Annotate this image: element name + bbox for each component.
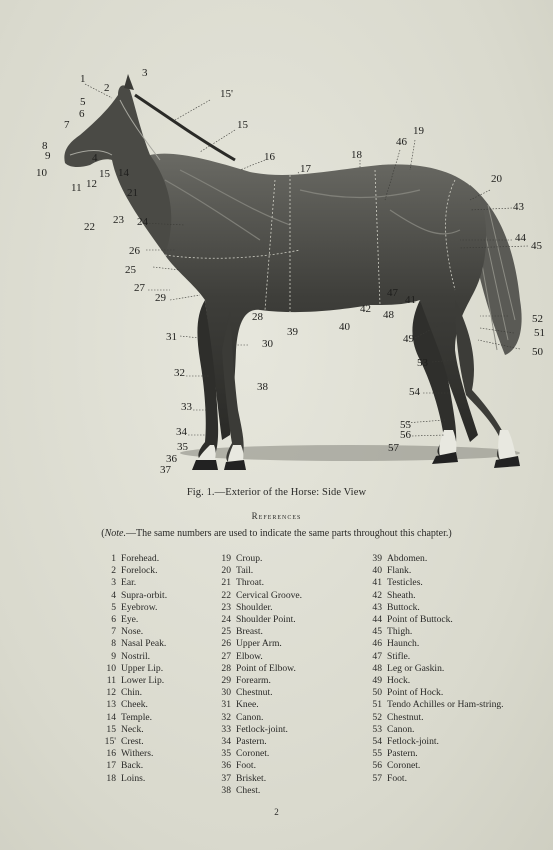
callout-number: 57 (388, 442, 399, 454)
callout-number: 20 (491, 173, 502, 185)
reference-item (98, 565, 167, 577)
reference-item (213, 724, 302, 736)
reference-item (364, 626, 504, 638)
callout-number: 41 (405, 294, 416, 306)
reference-text: Shoulder Point. (236, 614, 296, 626)
callout-number: 6 (79, 108, 85, 120)
reference-text: Sheath. (387, 589, 416, 601)
callout-number: 4 (92, 152, 98, 164)
reference-item (213, 553, 302, 565)
reference-text: Nostril. (121, 650, 151, 662)
reference-number: 9 (111, 650, 116, 662)
reference-text: Canon. (387, 723, 415, 735)
reference-text: Testicles. (387, 577, 423, 589)
reference-number: 43 (372, 601, 382, 613)
reference-text: Throat. (236, 577, 264, 589)
reference-text: Upper Lip. (121, 662, 164, 674)
reference-text: Chest. (236, 784, 261, 796)
reference-item (364, 590, 504, 602)
reference-number: 20 (221, 565, 231, 577)
reference-number: 48 (372, 662, 382, 674)
reference-number: 42 (372, 589, 382, 601)
references-column-1 (98, 553, 167, 785)
reference-item (364, 553, 504, 565)
reference-text: Coronet. (236, 748, 270, 760)
reference-number: 3 (111, 577, 116, 589)
reference-number: 18 (106, 772, 116, 784)
reference-number: 40 (372, 565, 382, 577)
callout-number: 9 (45, 150, 51, 162)
reference-text: Chestnut. (387, 711, 424, 723)
reference-number: 2 (111, 565, 116, 577)
callout-number: 44 (515, 232, 526, 244)
reference-text: Point of Buttock. (387, 614, 453, 626)
reference-item (364, 773, 504, 785)
callout-number: 56 (400, 429, 411, 441)
reference-item (98, 663, 167, 675)
reference-item (98, 614, 167, 626)
reference-text: Supra-orbit. (121, 589, 168, 601)
reference-item (98, 577, 167, 589)
reference-item (213, 590, 302, 602)
reference-item (364, 577, 504, 589)
reference-number: 34 (221, 736, 231, 748)
callout-number: 38 (257, 381, 268, 393)
reference-number: 41 (372, 577, 382, 589)
callout-number: 28 (252, 311, 263, 323)
references-column-2 (213, 553, 302, 797)
reference-text: Stifle. (387, 650, 411, 662)
reference-number: 11 (106, 675, 116, 687)
reference-text: Cervical Groove. (236, 589, 303, 601)
reference-item (364, 602, 504, 614)
reference-number: 28 (221, 662, 231, 674)
reference-item (98, 712, 167, 724)
note-label: Note. (104, 528, 126, 539)
reference-number: 10 (106, 662, 116, 674)
callout-number: 48 (383, 309, 394, 321)
callout-number: 50 (532, 346, 543, 358)
reference-text: Croup. (236, 553, 263, 564)
callout-number: 37 (160, 464, 171, 476)
reference-number: 54 (372, 736, 382, 748)
reference-number: 14 (106, 711, 116, 723)
callout-number: 11 (71, 182, 82, 194)
callout-number: 15' (220, 88, 233, 100)
reference-item (364, 748, 504, 760)
reference-number: 32 (221, 711, 231, 723)
reference-text: Point of Hock. (387, 687, 444, 699)
callout-number: 18 (351, 149, 362, 161)
callout-number: 40 (339, 321, 350, 333)
reference-item (364, 736, 504, 748)
callout-number: 29 (155, 292, 166, 304)
callout-number: 42 (360, 303, 371, 315)
reference-item (213, 663, 302, 675)
reference-number: 23 (221, 601, 231, 613)
callout-number: 14 (118, 167, 129, 179)
reference-text: Foot. (387, 772, 407, 784)
reference-text: Upper Arm. (236, 638, 282, 650)
callout-number: 53 (417, 357, 428, 369)
reference-number: 25 (221, 626, 231, 638)
reference-text: Leg or Gaskin. (387, 662, 445, 674)
callout-number: 22 (84, 221, 95, 233)
reference-item (213, 638, 302, 650)
reference-text: Elbow. (236, 650, 263, 662)
reference-item (98, 736, 167, 748)
reference-text: Canon. (236, 711, 264, 723)
reference-item (98, 773, 167, 785)
reference-text: Brisket. (236, 772, 267, 784)
reference-item (213, 675, 302, 687)
reference-item (364, 760, 504, 772)
callout-number: 45 (531, 240, 542, 252)
reference-item (98, 638, 167, 650)
reference-number: 55 (372, 748, 382, 760)
callout-number: 33 (181, 401, 192, 413)
callout-number: 43 (513, 201, 524, 213)
callout-number: 21 (127, 187, 138, 199)
callout-number: 19 (413, 125, 424, 137)
callout-number: 39 (287, 326, 298, 338)
callout-number: 7 (64, 119, 70, 131)
reference-text: Neck. (121, 723, 144, 735)
reference-number: 29 (221, 675, 231, 687)
reference-item (364, 651, 504, 663)
reference-item (213, 651, 302, 663)
reference-item (364, 614, 504, 626)
reference-number: 27 (221, 650, 231, 662)
reference-number: 5 (111, 601, 116, 613)
reference-text: Abdomen. (387, 553, 428, 564)
reference-number: 46 (372, 638, 382, 650)
reference-text: Flank. (387, 565, 412, 577)
reference-item (98, 675, 167, 687)
callout-number: 17 (300, 163, 311, 175)
reference-text: Tendo Achilles or Ham-string. (387, 699, 504, 711)
reference-text: Hock. (387, 675, 411, 687)
callout-number: 15 (237, 119, 248, 131)
reference-text: Eyebrow. (121, 601, 158, 613)
reference-number: 33 (221, 723, 231, 735)
reference-item (364, 565, 504, 577)
reference-item (98, 651, 167, 663)
reference-number: 4 (111, 589, 116, 601)
reference-item (98, 626, 167, 638)
reference-item (213, 602, 302, 614)
reference-item (364, 699, 504, 711)
reference-text: Eye. (121, 614, 139, 626)
reference-item (213, 687, 302, 699)
reference-item (213, 614, 302, 626)
reference-number: 1 (111, 553, 116, 564)
reference-number: 17 (106, 760, 116, 772)
reference-item (364, 675, 504, 687)
callout-number: 34 (176, 426, 187, 438)
reference-text: Haunch. (387, 638, 420, 650)
reference-number: 37 (221, 772, 231, 784)
reference-text: Chestnut. (236, 687, 273, 699)
callout-number: 16 (264, 151, 275, 163)
page-number: 2 (274, 807, 279, 817)
reference-item (213, 773, 302, 785)
reference-item (98, 724, 167, 736)
reference-number: 38 (221, 784, 231, 796)
reference-number: 47 (372, 650, 382, 662)
reference-number: 39 (372, 553, 382, 564)
callout-number: 3 (142, 67, 148, 79)
callout-number: 27 (134, 282, 145, 294)
reference-number: 56 (372, 760, 382, 772)
reference-number: 52 (372, 711, 382, 723)
callout-number: 5 (80, 96, 86, 108)
reference-item (213, 760, 302, 772)
reference-item (213, 736, 302, 748)
reference-item (98, 687, 167, 699)
reference-item (213, 626, 302, 638)
callout-number: 15 (99, 168, 110, 180)
reference-text: Breast. (236, 626, 263, 638)
reference-number: 21 (221, 577, 231, 589)
reference-number: 7 (111, 626, 116, 638)
reference-text: Pastern. (236, 736, 267, 748)
reference-number: 15 (106, 723, 116, 735)
horse-illustration (0, 60, 553, 485)
callout-number: 52 (532, 313, 543, 325)
callout-number: 36 (166, 453, 177, 465)
reference-text: Knee. (236, 699, 259, 711)
callout-number: 35 (177, 441, 188, 453)
reference-item (213, 712, 302, 724)
horse-ear (124, 74, 134, 90)
reference-text: Buttock. (387, 601, 420, 613)
reference-item (364, 638, 504, 650)
reference-number: 31 (221, 699, 231, 711)
reference-text: Foot. (236, 760, 256, 772)
reference-item (364, 724, 504, 736)
reference-text: Forelock. (121, 565, 158, 577)
callout-number: 31 (166, 331, 177, 343)
callout-number: 49 (403, 333, 414, 345)
callout-number: 1 (80, 73, 86, 85)
reference-number: 45 (372, 626, 382, 638)
reference-text: Crest. (121, 736, 144, 748)
reference-text: Loins. (121, 772, 146, 784)
callout-number: 25 (125, 264, 136, 276)
reference-item (213, 565, 302, 577)
note-open-paren: ( (101, 528, 105, 539)
reference-text: Coronet. (387, 760, 421, 772)
callout-number: 8 (42, 140, 48, 152)
callout-number: 12 (86, 178, 97, 190)
reference-number: 6 (111, 614, 116, 626)
callout-number: 51 (534, 327, 545, 339)
reference-item (213, 785, 302, 797)
references-heading: References (251, 511, 302, 521)
callout-number: 24 (137, 216, 148, 228)
reference-text: Forearm. (236, 675, 271, 687)
reference-text: Nasal Peak. (121, 638, 167, 650)
reference-item (98, 699, 167, 711)
callout-number: 30 (262, 338, 273, 350)
callout-number: 46 (396, 136, 407, 148)
reference-number: 44 (372, 614, 382, 626)
reference-number: 13 (106, 699, 116, 711)
reference-text: Back. (121, 760, 144, 772)
reference-text: Temple. (121, 711, 153, 723)
reference-item (213, 748, 302, 760)
reference-item (98, 748, 167, 760)
reference-number: 8 (111, 638, 116, 650)
reference-text: Tail. (236, 565, 254, 577)
figure-caption: Fig. 1.—Exterior of the Horse: Side View (186, 487, 367, 498)
reference-number: 35 (221, 748, 231, 760)
reference-number: 49 (372, 675, 382, 687)
reference-item (98, 590, 167, 602)
reference-number: 12 (106, 687, 116, 699)
reference-text: Point of Elbow. (236, 662, 296, 674)
reference-number: 36 (221, 760, 231, 772)
reference-number: 19 (221, 553, 231, 564)
reference-text: Fetlock-joint. (387, 736, 439, 748)
reference-item (364, 687, 504, 699)
reference-text: Pastern. (387, 748, 418, 760)
reference-item (213, 699, 302, 711)
callout-number: 47 (387, 287, 398, 299)
callout-number: 2 (104, 82, 110, 94)
callout-number: 54 (409, 386, 420, 398)
reference-number: 57 (372, 772, 382, 784)
reference-number: 53 (372, 723, 382, 735)
reference-number: 51 (372, 699, 382, 711)
note-text: —The same numbers are used to indicate the same parts throughout this chapter.) (125, 528, 452, 539)
reference-item (98, 602, 167, 614)
callout-number: 32 (174, 367, 185, 379)
reference-item (364, 663, 504, 675)
reference-number: 30 (221, 687, 231, 699)
reference-text: Shoulder. (236, 601, 273, 613)
reference-text: Nose. (121, 626, 144, 638)
reference-number: 16 (106, 748, 116, 760)
callout-number: 26 (129, 245, 140, 257)
callout-number: 10 (36, 167, 47, 179)
callout-number: 55 (400, 419, 411, 431)
references-note (0, 528, 553, 539)
reference-number: 50 (372, 687, 382, 699)
reference-text: Forehead. (121, 553, 160, 564)
reference-text: Chin. (121, 687, 143, 699)
reference-text: Lower Lip. (121, 675, 165, 687)
callout-number: 23 (113, 214, 124, 226)
reference-number: 22 (221, 589, 231, 601)
reference-text: Ear. (121, 577, 137, 589)
reference-number: 26 (221, 638, 231, 650)
reference-item (213, 577, 302, 589)
reference-item (98, 760, 167, 772)
reference-text: Withers. (121, 748, 154, 760)
reference-text: Cheek. (121, 699, 148, 711)
references-column-3 (364, 553, 504, 785)
reference-item (98, 553, 167, 565)
reference-number: 24 (221, 614, 231, 626)
reference-text: Fetlock-joint. (236, 723, 288, 735)
reference-text: Thigh. (387, 626, 413, 638)
reference-number: 15' (104, 736, 116, 748)
reference-item (364, 712, 504, 724)
